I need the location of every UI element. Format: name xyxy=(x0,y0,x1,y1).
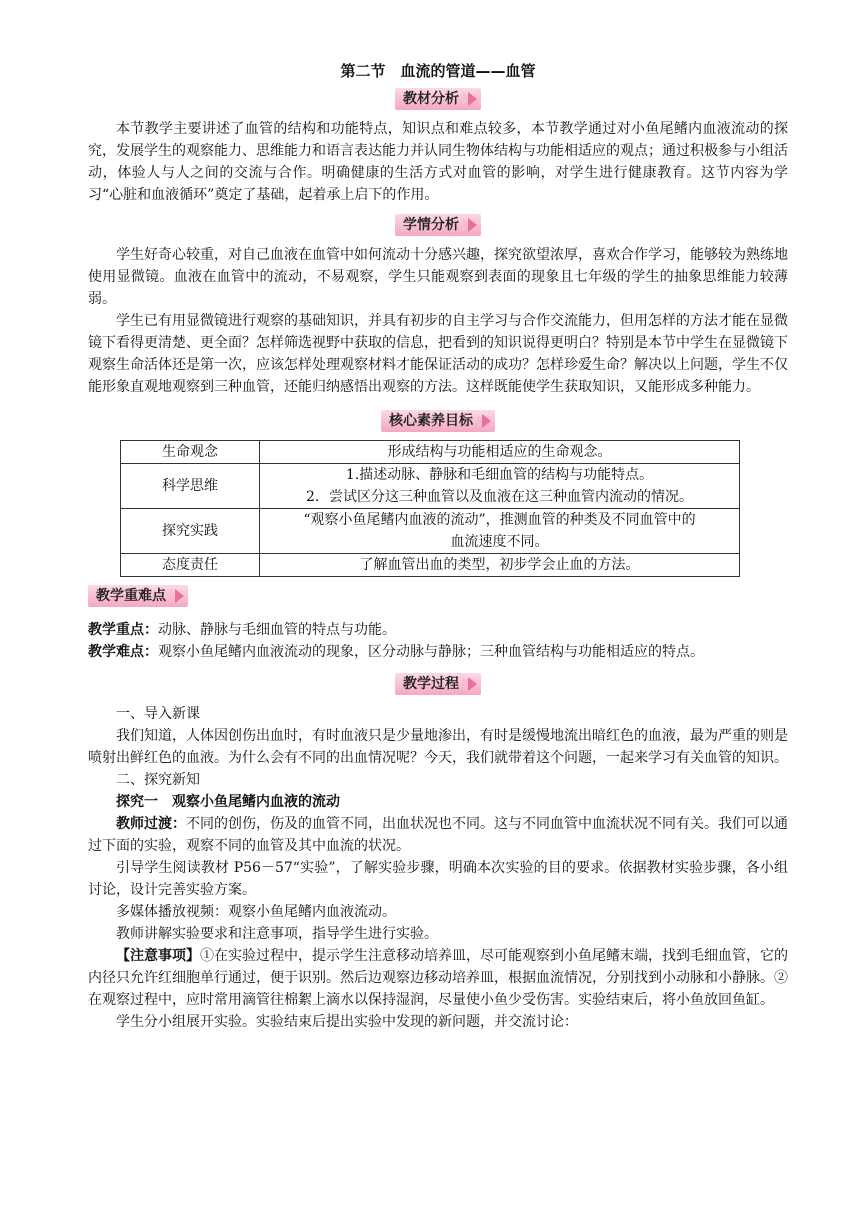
section-tag-process: 教学过程 xyxy=(395,673,481,695)
notice-text: ①在实验过程中，提示学生注意移动培养皿，尽可能观察到小鱼尾鳍末端，找到毛细血管，它的内径只允许红细胞单行通过，便于识别。然后边观察边移动培养皿，根据血流情况，分别找到小动脉和小静脉。②在观察过程中，应时常用滴管往棉絮上滴水以保持湿润，尽量使小鱼少受伤害。实验结束后，将小鱼放回鱼缸。 xyxy=(88,948,788,1008)
goal-value-2: 2．尝试区分这三种血管以及血液在这三种血管内流动的情况。 xyxy=(306,489,693,505)
goal-value: “观察小鱼尾鳍内血液的流动”，推测血管的种类及不同血管中的 xyxy=(303,512,696,528)
transition-text: 不同的创伤，伤及的血管不同，出血状况也不同。这与不同血管中血流状况不同有关。我们可以通过下面的实验，观察不同的血管及其中血流的状况。 xyxy=(88,816,788,854)
table-row xyxy=(121,554,740,577)
goal-key: 生命观念 xyxy=(121,441,260,464)
section-tag-analysis: 教材分析 xyxy=(395,88,481,110)
group-paragraph: 学生分小组展开实验。实验结束后提出实验中发现的新问题，并交流讨论： xyxy=(116,1014,578,1030)
section-tag-keypoints: 教学重难点 xyxy=(88,585,188,607)
explore-heading: 二、探究新知 xyxy=(116,772,200,788)
table-row xyxy=(121,464,740,509)
guide-paragraph: 引导学生阅读教材 P56－57“实验”，了解实验步骤，明确本次实验的目的要求。依据教材实验步骤，各小组讨论，设计完善实验方案。 xyxy=(88,860,788,898)
section-tag-wrap xyxy=(88,585,788,609)
goal-value-2: 血流速度不同。 xyxy=(450,534,549,550)
section-tag-wrap xyxy=(88,88,788,112)
key-label: 教学重点： xyxy=(88,622,158,638)
section-tag-goals: 核心素养目标 xyxy=(381,410,495,432)
learner-paragraph-1: 学生好奇心较重，对自己血液在血管中如何流动十分感兴趣，探究欲望浓厚，喜欢合作学习，能够较为熟练地使用显微镜。血液在血管中的流动，不易观察，学生只能观察到表面的现象且七年级的学生的抽象思维能力较薄弱。 xyxy=(88,247,788,307)
goal-key: 态度责任 xyxy=(121,554,260,577)
goal-value: 1.描述动脉、静脉和毛细血管的结构与功能特点。 xyxy=(345,467,654,483)
table-row xyxy=(121,441,740,464)
intro-heading: 一、导入新课 xyxy=(116,706,200,722)
notice-paragraph xyxy=(88,945,788,1011)
goal-key: 探究实践 xyxy=(121,509,260,554)
learner-paragraph-2: 学生已有用显微镜进行观察的基础知识，并具有初步的自主学习与合作交流能力，但用怎样的方法才能在显微镜下看得更清楚、更全面？怎样筛选视野中获取的信息，把看到的知识说得更明白？特别是本节中学生在显微镜下观察生命活体还是第一次，应该怎样处理观察材料才能保证活动的成功？怎样珍爱生命？解决以上问题，学生不仅能形象直观地观察到三种血管，还能归纳感悟出观察的方法。这样既能使学生获取知识，又能形成多种能力。 xyxy=(88,313,788,395)
section-tag-learner: 学情分析 xyxy=(395,214,481,236)
goal-value-cell xyxy=(260,464,740,509)
document-page xyxy=(88,60,788,1033)
explain-paragraph: 教师讲解实验要求和注意事项，指导学生进行实验。 xyxy=(116,926,438,942)
transition-paragraph xyxy=(88,813,788,857)
section-tag-wrap xyxy=(88,214,788,238)
video-paragraph: 多媒体播放视频：观察小鱼尾鳍内血液流动。 xyxy=(116,904,396,920)
difficult-label: 教学难点： xyxy=(88,644,158,660)
notice-label: 【注意事项】 xyxy=(116,948,200,964)
section-tag-wrap xyxy=(88,673,788,697)
table-row xyxy=(121,509,740,554)
goal-value-cell xyxy=(260,509,740,554)
analysis-paragraph: 本节教学主要讲述了血管的结构和功能特点，知识点和难点较多，本节教学通过对小鱼尾鳍内血液流动的探究，发展学生的观察能力、思维能力和语言表达能力并认同生物体结构与功能相适应的观点；通过积极参与小组活动，体验人与人之间的交流与合作。明确健康的生活方式对血管的影响，对学生进行健康教育。这节内容为学习“心脏和血液循环”奠定了基础，起着承上启下的作用。 xyxy=(88,121,788,203)
goal-value: 了解血管出血的类型，初步学会止血的方法。 xyxy=(260,554,740,577)
goal-value: 形成结构与功能相适应的生命观念。 xyxy=(260,441,740,464)
section-tag-wrap xyxy=(88,410,788,434)
key-point-line xyxy=(88,619,788,641)
explore1-heading: 探究一 观察小鱼尾鳍内血液的流动 xyxy=(116,794,340,810)
difficult-point-line xyxy=(88,641,788,663)
page-title: 第二节 血流的管道——血管 xyxy=(340,62,536,80)
goals-table xyxy=(120,440,740,577)
difficult-text: 观察小鱼尾鳍内血液流动的现象，区分动脉与静脉；三种血管结构与功能相适应的特点。 xyxy=(158,644,704,660)
goal-key: 科学思维 xyxy=(121,464,260,509)
intro-paragraph: 我们知道，人体因创伤出血时，有时血液只是少量地渗出，有时是缓慢地流出暗红色的血液，最为严重的则是喷射出鲜红色的血液。为什么会有不同的出血情况呢？今天，我们就带着这个问题，一起来学习有关血管的知识。 xyxy=(88,728,788,766)
transition-label: 教师过渡： xyxy=(116,816,186,832)
key-text: 动脉、静脉与毛细血管的特点与功能。 xyxy=(158,622,396,638)
